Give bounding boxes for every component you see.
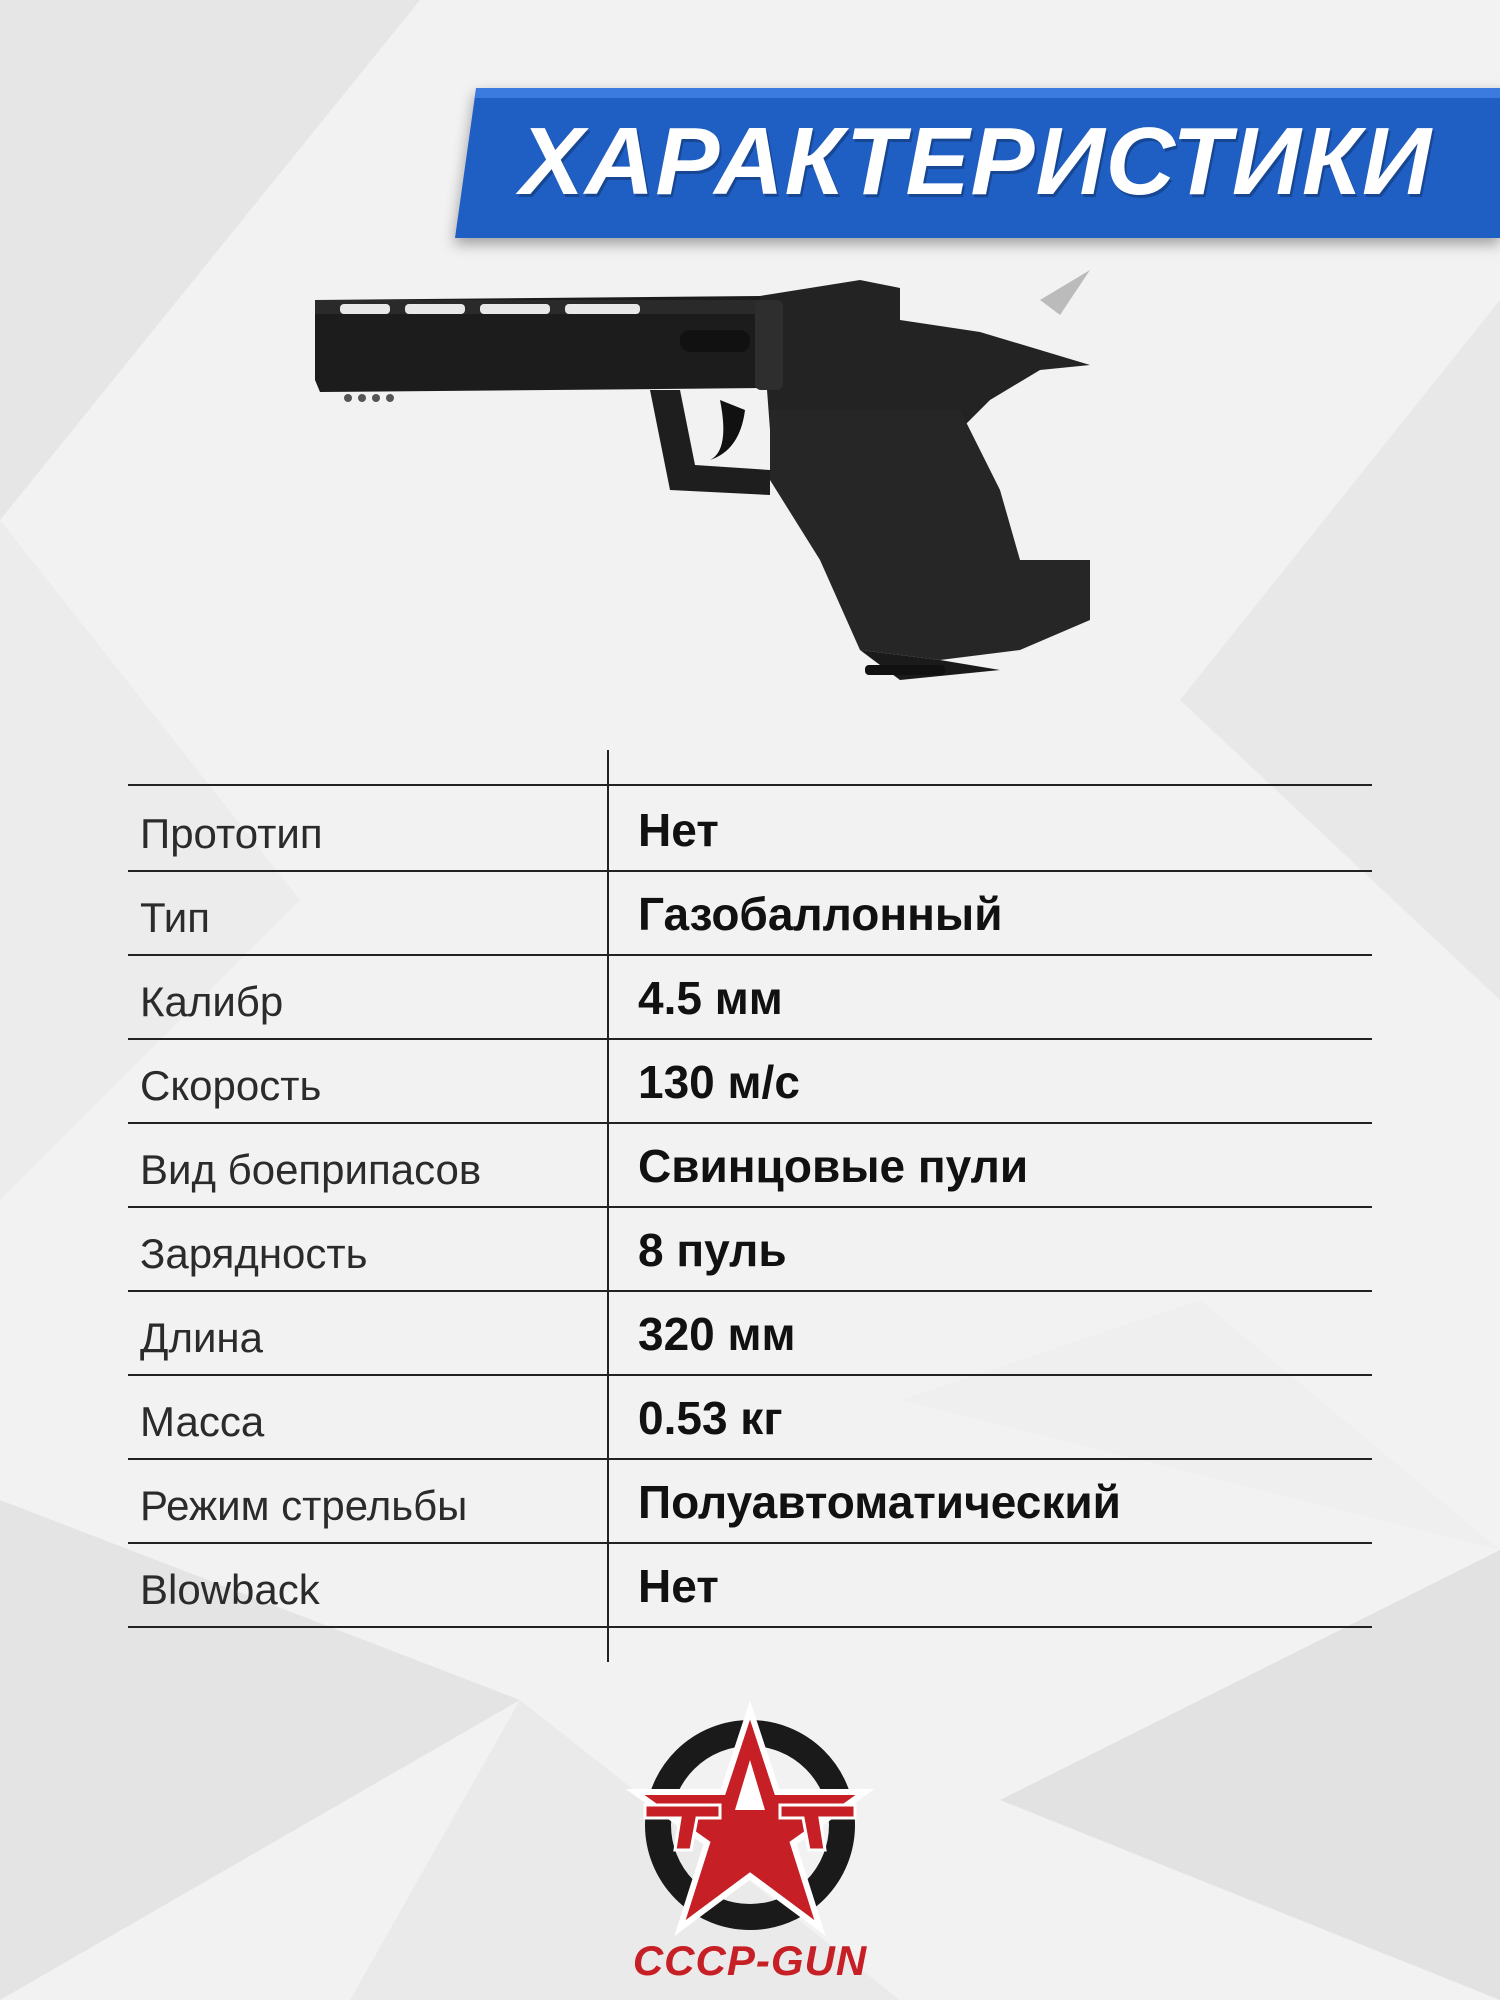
spec-value: Нет <box>638 1560 719 1612</box>
spec-label: Вид боеприпасов <box>140 1146 482 1193</box>
brand-logo-text: CCCP-GUN <box>632 1937 868 1984</box>
spec-label: Калибр <box>140 978 284 1025</box>
table-row <box>128 1290 1372 1376</box>
spec-label: Зарядность <box>140 1230 368 1277</box>
spec-label: Blowback <box>140 1566 320 1613</box>
table-row <box>128 870 1372 956</box>
spec-value: 320 мм <box>638 1308 796 1360</box>
brand-logo-icon <box>625 1700 875 1970</box>
spec-value: 130 м/с <box>638 1056 800 1108</box>
spec-label: Масса <box>140 1398 265 1445</box>
table-row <box>128 1038 1372 1124</box>
spec-label: Прототип <box>140 810 323 857</box>
spec-value: 4.5 мм <box>638 972 783 1024</box>
table-row <box>128 786 1372 872</box>
spec-value: 0.53 кг <box>638 1392 783 1444</box>
table-row <box>128 1458 1372 1544</box>
spec-value: 8 пуль <box>638 1224 787 1276</box>
spec-value: Газобаллонный <box>638 888 1003 940</box>
specs-table <box>128 750 1372 1662</box>
spec-value: Полуавтоматический <box>638 1476 1121 1528</box>
pistol-image <box>300 260 1120 720</box>
table-row <box>128 1122 1372 1208</box>
table-row <box>128 1206 1372 1292</box>
spec-label: Режим стрельбы <box>140 1482 468 1529</box>
table-row <box>128 1542 1372 1628</box>
spec-label: Длина <box>140 1314 263 1361</box>
spec-value: Свинцовые пули <box>638 1140 1029 1192</box>
table-row <box>128 954 1372 1040</box>
spec-label: Скорость <box>140 1062 322 1109</box>
page-title: ХАРАКТЕРИСТИКИ <box>520 108 1433 215</box>
table-row <box>128 1374 1372 1460</box>
spec-label: Тип <box>140 894 211 941</box>
spec-value: Нет <box>638 804 719 856</box>
